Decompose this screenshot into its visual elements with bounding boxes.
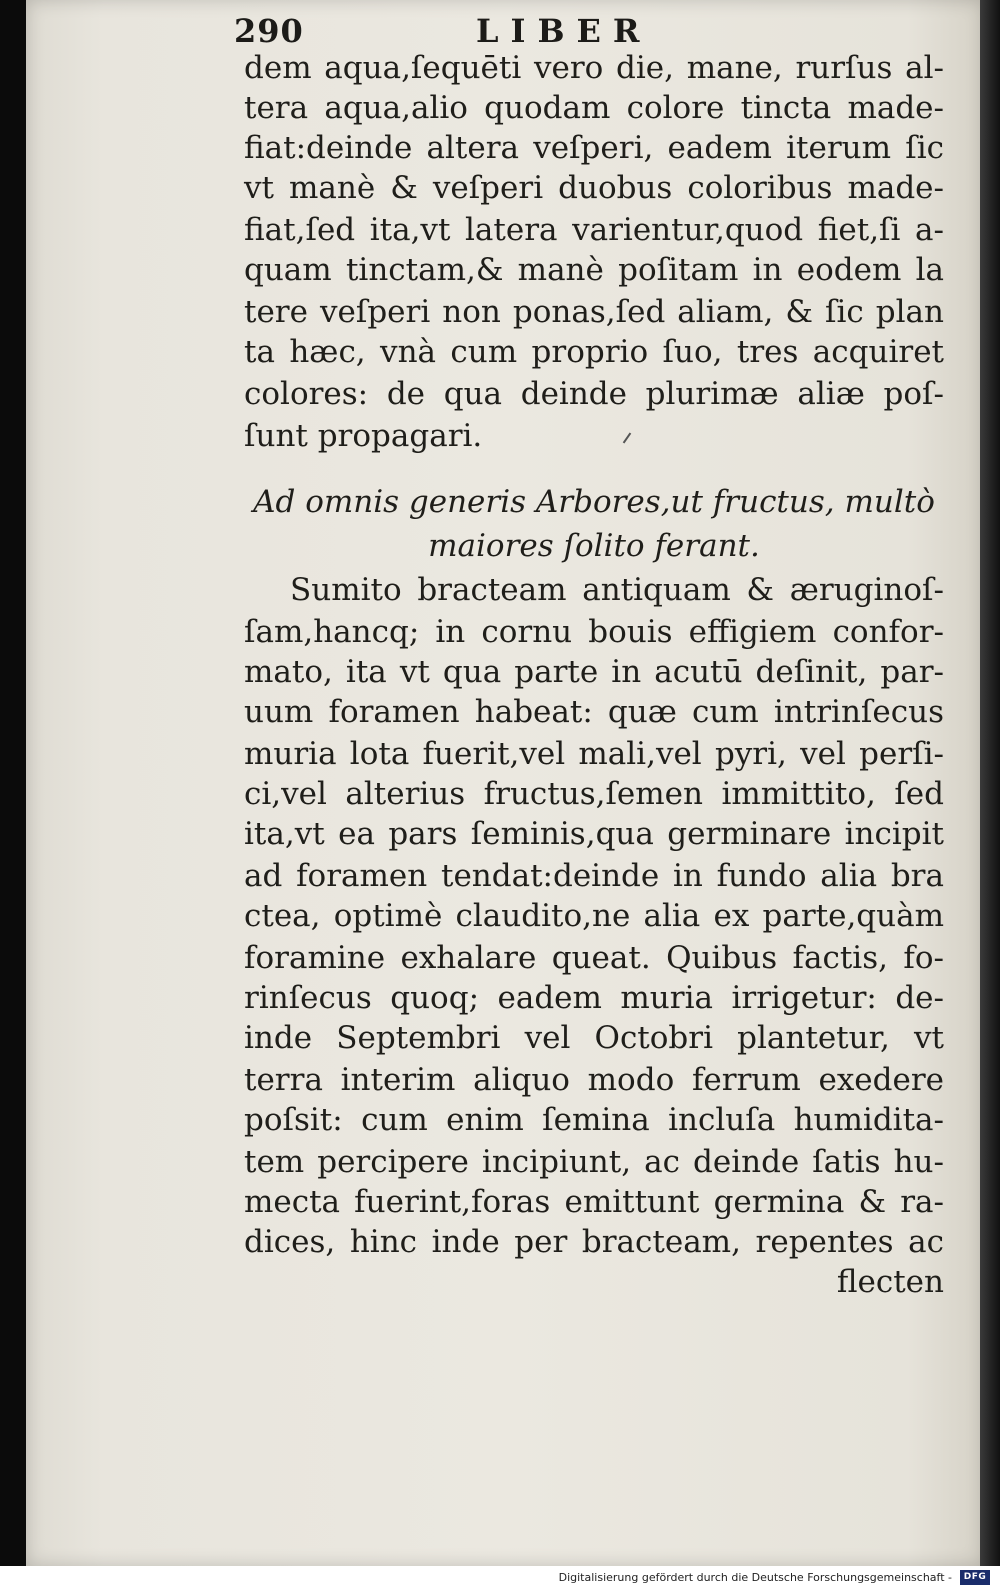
text-line: inde Septembri vel Octobri plantetur, vt [244, 1020, 944, 1056]
text-line: ctea, optimè claudito,ne alia ex parte,quàm [244, 898, 944, 934]
text-line: terra interim aliquo modo ferrum exedere [244, 1062, 944, 1098]
text-line: ita,vt ea pars ſeminis,qua germinare incipit [244, 816, 944, 852]
heading-line: maiores ſolito ferant. [428, 528, 760, 564]
text-line: tem percipere incipiunt, ac deinde ſatis hu- [244, 1144, 944, 1180]
text-line: tera aqua,alio quodam colore tincta made- [244, 90, 944, 126]
footer-credit: Digitalisierung gefördert durch die Deutsche Forschungsgemeinschaft - [558, 1571, 952, 1584]
page-header [26, 6, 984, 50]
text-line: rinſecus quoq; eadem muria irrigetur: de- [244, 980, 944, 1016]
text-line: mato, ita vt qua parte in acutū deſinit, par- [244, 654, 944, 690]
text-line: tere veſperi non ponas,ſed aliam, & ſic plan [244, 294, 944, 330]
text-line: ta hæc, vnà cum proprio ſuo, tres acquiret [244, 334, 944, 370]
digitization-footer [0, 1566, 1000, 1591]
text-line: fiat,ſed ita,vt latera varientur,quod fiet,ſi a- [244, 212, 944, 248]
text-line: poſsit: cum enim ſemina incluſa humidita- [244, 1102, 944, 1138]
text-line: mecta fuerint,foras emittunt germina & ra- [244, 1184, 944, 1220]
text-line: ſunt propagari. [244, 418, 483, 454]
dfg-logo-icon: DFG [960, 1570, 990, 1585]
text-line: ad foramen tendat:deinde in fundo alia bra [244, 858, 944, 894]
text-line: dices, hinc inde per bracteam, repentes ac [244, 1224, 944, 1260]
catchword: flecten [836, 1264, 944, 1300]
page-number: 290 [234, 12, 304, 50]
text-line: foramine exhalare queat. Quibus factis, fo- [244, 940, 944, 976]
text-line: muria lota fuerit,vel mali,vel pyri, vel perſi- [244, 736, 944, 772]
text-line: fiat:deinde altera veſperi, eadem iterum ſic [244, 130, 944, 166]
book-page [26, 0, 984, 1566]
text-line: quam tinctam,& manè poſitam in eodem la [244, 252, 944, 288]
heading-line: Ad omnis generis Arbores,ut fructus, multò [253, 484, 935, 520]
text-line: Sumito bracteam antiquam & æruginoſ- [290, 572, 944, 608]
text-line: vt manè & veſperi duobus coloribus made- [244, 170, 944, 206]
text-line: dem aqua,ſequēti vero die, mane, rurſus al- [244, 50, 944, 86]
text-line: colores: de qua deinde plurimæ aliæ poſ- [244, 376, 944, 412]
text-line: ſam,hancq; in cornu bouis effigiem confor- [244, 614, 944, 650]
text-line: ci,vel alterius fructus,ſemen immittito, ſed [244, 776, 944, 812]
running-head: LIBER [476, 12, 652, 50]
text-line: uum foramen habeat: quæ cum intrinſecus [244, 694, 944, 730]
page-edge-shadow [980, 0, 1000, 1566]
